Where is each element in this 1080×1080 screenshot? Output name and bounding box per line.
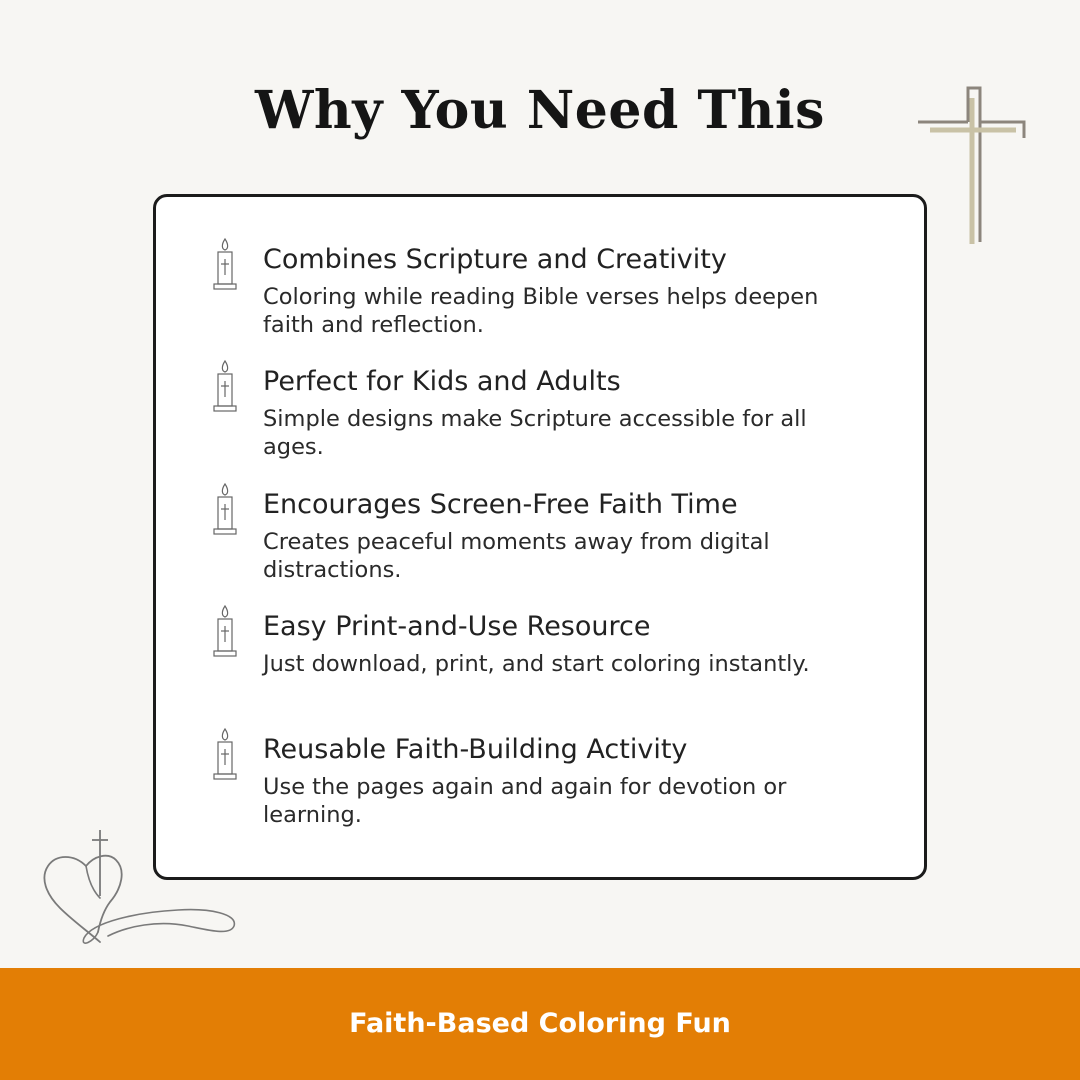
benefit-description: Just download, print, and start coloring instantly.: [263, 651, 810, 677]
candle-icon: [211, 604, 239, 658]
benefit-title: Encourages Screen-Free Faith Time: [263, 489, 738, 520]
cross-icon: [912, 84, 1032, 249]
benefit-title: Reusable Faith-Building Activity: [263, 734, 688, 765]
footer-bar: [0, 968, 1080, 1080]
benefit-description: Coloring while reading Bible verses helps deepen faith and reflection.: [263, 284, 819, 338]
candle-icon: [211, 482, 239, 536]
benefit-description: Use the pages again and again for devotion or learning.: [263, 774, 787, 828]
benefit-title: Easy Print-and-Use Resource: [263, 611, 651, 642]
candle-icon: [211, 727, 239, 781]
benefit-description: Simple designs make Scripture accessible for all ages.: [263, 406, 807, 460]
page-title: Why You Need This: [255, 80, 825, 141]
footer-text: Faith-Based Coloring Fun: [349, 1008, 731, 1039]
benefits-card: [153, 194, 927, 880]
benefit-title: Combines Scripture and Creativity: [263, 244, 727, 275]
candle-icon: [211, 359, 239, 413]
benefit-title: Perfect for Kids and Adults: [263, 366, 621, 397]
candle-icon: [211, 237, 239, 291]
benefit-description: Creates peaceful moments away from digital distractions.: [263, 529, 770, 583]
heart-cross-icon: [38, 826, 243, 951]
